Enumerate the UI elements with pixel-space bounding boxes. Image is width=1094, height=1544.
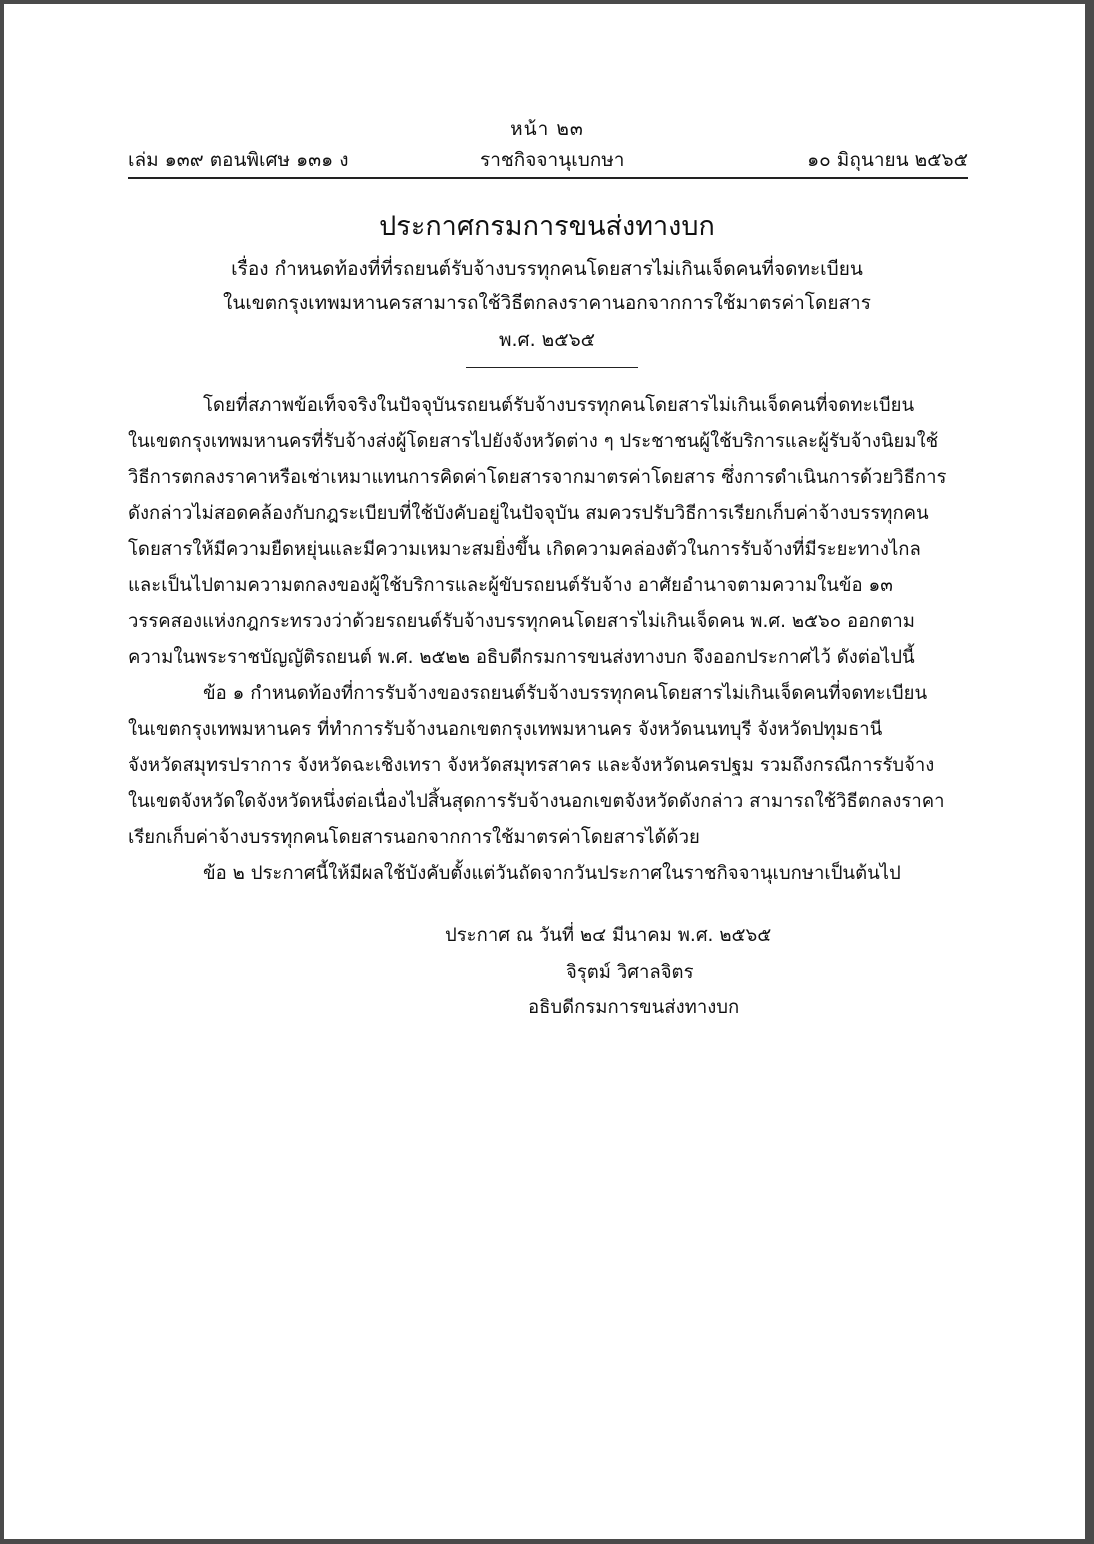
frame-top-border: [0, 0, 1094, 4]
preamble-line: โดยที่สภาพข้อเท็จจริงในปัจจุบันรถยนต์รับจ้างบรรทุกคนโดยสารไม่เกินเจ็ดคนที่จดทะเบียน: [203, 395, 915, 416]
header-divider: [128, 177, 968, 179]
preamble-line: ในเขตกรุงเทพมหานครที่รับจ้างส่งผู้โดยสารไปยังจังหวัดต่าง ๆ ประชาชนผู้ใช้บริการและผู้รับจ้างนิยมใช้: [128, 431, 939, 452]
clause-1-line: เรียกเก็บค่าจ้างบรรทุกคนโดยสารนอกจากการใช้มาตรค่าโดยสารได้ด้วย: [128, 827, 700, 848]
signature-date: ประกาศ ณ วันที่ ๒๔ มีนาคม พ.ศ. ๒๕๖๕: [445, 925, 772, 946]
page-number: หน้า ๒๓: [510, 118, 584, 140]
subject-line-1: เรื่อง กำหนดท้องที่ที่รถยนต์รับจ้างบรรทุกคนโดยสารไม่เกินเจ็ดคนที่จดทะเบียน: [231, 258, 863, 280]
clause-1-line: ข้อ ๑ กำหนดท้องที่การรับจ้างของรถยนต์รับจ้างบรรทุกคนโดยสารไม่เกินเจ็ดคนที่จดทะเบียน: [203, 683, 928, 704]
document-year: พ.ศ. ๒๕๖๕: [498, 329, 596, 351]
title-divider: [466, 367, 638, 368]
publication-date: ๑๐ มิถุนายน ๒๕๖๕: [807, 149, 968, 171]
clause-1-line: ในเขตกรุงเทพมหานคร ที่ทำการรับจ้างนอกเขตกรุงเทพมหานคร จังหวัดนนทบุรี จังหวัดปทุมธานี: [128, 719, 883, 740]
clause-1-line: ในเขตจังหวัดใดจังหวัดหนึ่งต่อเนื่องไปสิ้นสุดการรับจ้างนอกเขตจังหวัดดังกล่าว สามารถใช้วิธีตกลงราคา: [128, 791, 945, 812]
frame-bottom-border: [0, 1539, 1094, 1544]
clause-2: ข้อ ๒ ประกาศนี้ให้มีผลใช้บังคับตั้งแต่วันถัดจากวันประกาศในราชกิจจานุเบกษาเป็นต้นไป: [203, 863, 901, 884]
document-title: ประกาศกรมการขนส่งทางบก: [379, 211, 715, 242]
gazette-name: ราชกิจจานุเบกษา: [480, 149, 625, 171]
volume-info: เล่ม ๑๓๙ ตอนพิเศษ ๑๓๑ ง: [128, 149, 349, 171]
clause-1-line: จังหวัดสมุทรปราการ จังหวัดฉะเชิงเทรา จังหวัดสมุทรสาคร และจังหวัดนครปฐม รวมถึงกรณีการรับจ้าง: [128, 755, 935, 776]
preamble-line: ความในพระราชบัญญัติรถยนต์ พ.ศ. ๒๕๒๒ อธิบดีกรมการขนส่งทางบก จึงออกประกาศไว้ ดังต่อไปนี้: [128, 647, 915, 668]
preamble-line: ดังกล่าวไม่สอดคล้องกับกฎระเบียบที่ใช้บังคับอยู่ในปัจจุบัน สมควรปรับวิธีการเรียกเก็บค่าจ้างบรรทุกคน: [128, 503, 929, 524]
gazette-header: [128, 145, 968, 175]
preamble-line: วรรคสองแห่งกฎกระทรวงว่าด้วยรถยนต์รับจ้างบรรทุกคนโดยสารไม่เกินเจ็ดคน พ.ศ. ๒๕๖๐ ออกตาม: [128, 611, 915, 632]
subject-line-2: ในเขตกรุงเทพมหานครสามารถใช้วิธีตกลงราคานอกจากการใช้มาตรค่าโดยสาร: [223, 292, 871, 314]
signatory-position: อธิบดีกรมการขนส่งทางบก: [528, 997, 740, 1018]
preamble-line: และเป็นไปตามความตกลงของผู้ใช้บริการและผู้ขับรถยนต์รับจ้าง อาศัยอำนาจตามความในข้อ ๑๓: [128, 575, 893, 596]
signatory-name: จิรุตม์ วิศาลจิตร: [566, 962, 694, 983]
preamble-line: วิธีการตกลงราคาหรือเช่าเหมาแทนการคิดค่าโดยสารจากมาตรค่าโดยสาร ซึ่งการดำเนินการด้วยวิธีการ: [128, 467, 947, 488]
preamble-line: โดยสารให้มีความยืดหยุ่นและมีความเหมาะสมยิ่งขึ้น เกิดความคล่องตัวในการรับจ้างที่มีระยะทางไกล: [128, 539, 921, 560]
